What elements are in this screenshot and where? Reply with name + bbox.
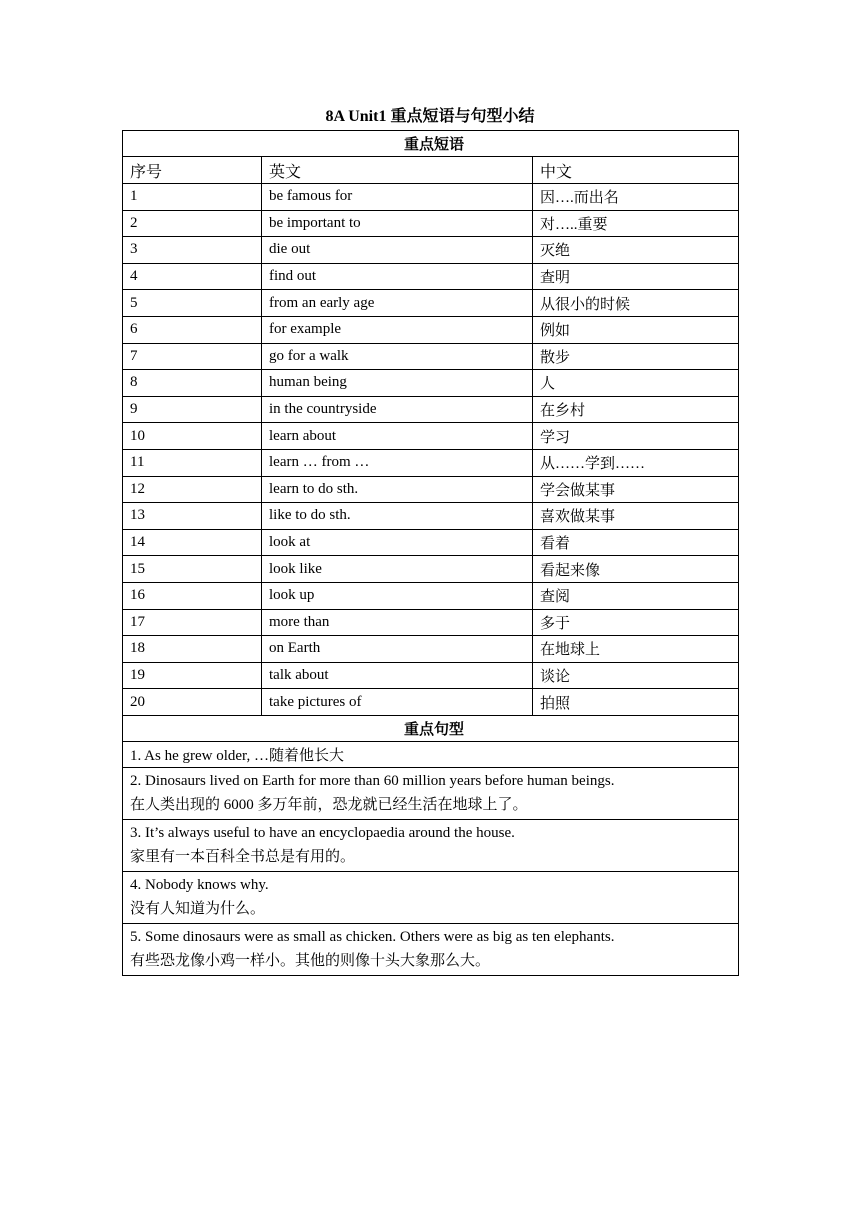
phrase-number: 11 bbox=[123, 449, 262, 476]
phrase-row bbox=[123, 316, 739, 343]
phrase-chinese: 查明 bbox=[533, 263, 739, 290]
sentence-row bbox=[123, 819, 739, 871]
column-header-number: 序号 bbox=[123, 157, 262, 184]
phrase-number: 20 bbox=[123, 689, 262, 716]
phrase-english: look up bbox=[262, 582, 533, 609]
phrase-row bbox=[123, 237, 739, 264]
phrases-heading: 重点短语 bbox=[123, 131, 739, 157]
phrase-number: 7 bbox=[123, 343, 262, 370]
phrase-number: 14 bbox=[123, 529, 262, 556]
phrase-number: 15 bbox=[123, 556, 262, 583]
phrase-number: 5 bbox=[123, 290, 262, 317]
phrase-chinese: 看起来像 bbox=[533, 556, 739, 583]
phrase-english: learn about bbox=[262, 423, 533, 450]
phrase-row bbox=[123, 210, 739, 237]
sentence-cell bbox=[123, 767, 739, 819]
phrase-english: be famous for bbox=[262, 184, 533, 211]
phrase-english: more than bbox=[262, 609, 533, 636]
sentence-row bbox=[123, 767, 739, 819]
phrase-row bbox=[123, 396, 739, 423]
phrase-row bbox=[123, 476, 739, 503]
phrase-english: find out bbox=[262, 263, 533, 290]
phrase-chinese: 学习 bbox=[533, 423, 739, 450]
sentence-chinese: 家里有一本百科全书总是有用的。 bbox=[130, 849, 356, 866]
sentence-chinese: 有些恐龙像小鸡一样小。其他的则像十头大象那么大。 bbox=[130, 953, 491, 970]
phrase-english: learn to do sth. bbox=[262, 476, 533, 503]
phrase-english: in the countryside bbox=[262, 396, 533, 423]
summary-table bbox=[122, 130, 739, 976]
sentence-cell bbox=[123, 923, 739, 975]
phrase-english: go for a walk bbox=[262, 343, 533, 370]
phrase-number: 2 bbox=[123, 210, 262, 237]
sentence-cell bbox=[123, 741, 739, 767]
sentence-cell bbox=[123, 819, 739, 871]
phrase-row bbox=[123, 343, 739, 370]
phrase-number: 12 bbox=[123, 476, 262, 503]
sentence-english: 5. Some dinosaurs were as small as chicken. Others were as big as ten elephants. bbox=[130, 929, 615, 946]
phrase-number: 3 bbox=[123, 237, 262, 264]
phrase-row bbox=[123, 609, 739, 636]
sentences-section-header bbox=[123, 715, 739, 741]
phrase-row bbox=[123, 370, 739, 397]
phrases-section-header bbox=[123, 131, 739, 157]
phrase-number: 16 bbox=[123, 582, 262, 609]
phrase-english: like to do sth. bbox=[262, 503, 533, 530]
column-header-row bbox=[123, 157, 739, 184]
phrase-number: 18 bbox=[123, 636, 262, 663]
sentence-row bbox=[123, 871, 739, 923]
phrase-row bbox=[123, 556, 739, 583]
phrase-english: learn … from … bbox=[262, 449, 533, 476]
phrase-row bbox=[123, 662, 739, 689]
phrase-row bbox=[123, 529, 739, 556]
phrase-row bbox=[123, 263, 739, 290]
phrase-chinese: 看着 bbox=[533, 529, 739, 556]
phrase-chinese: 灭绝 bbox=[533, 237, 739, 264]
phrase-row bbox=[123, 290, 739, 317]
phrase-english: talk about bbox=[262, 662, 533, 689]
phrase-row bbox=[123, 689, 739, 716]
phrase-number: 4 bbox=[123, 263, 262, 290]
phrase-row bbox=[123, 423, 739, 450]
phrase-chinese: 拍照 bbox=[533, 689, 739, 716]
phrase-chinese: 例如 bbox=[533, 316, 739, 343]
phrase-english: look at bbox=[262, 529, 533, 556]
phrase-chinese: 查阅 bbox=[533, 582, 739, 609]
sentences-heading: 重点句型 bbox=[123, 715, 739, 741]
phrase-chinese: 从……学到…… bbox=[533, 449, 739, 476]
document-title: 8A Unit1 重点短语与句型小结 bbox=[325, 108, 535, 125]
phrase-number: 17 bbox=[123, 609, 262, 636]
phrase-chinese: 谈论 bbox=[533, 662, 739, 689]
phrase-english: on Earth bbox=[262, 636, 533, 663]
phrase-number: 13 bbox=[123, 503, 262, 530]
sentence-english: 4. Nobody knows why. bbox=[130, 877, 269, 894]
phrase-row bbox=[123, 636, 739, 663]
phrase-english: be important to bbox=[262, 210, 533, 237]
column-header-chinese: 中文 bbox=[533, 157, 739, 184]
phrase-english: take pictures of bbox=[262, 689, 533, 716]
phrase-chinese: 多于 bbox=[533, 609, 739, 636]
phrase-number: 10 bbox=[123, 423, 262, 450]
phrase-row bbox=[123, 582, 739, 609]
sentence-row bbox=[123, 923, 739, 975]
phrase-number: 6 bbox=[123, 316, 262, 343]
phrase-number: 9 bbox=[123, 396, 262, 423]
phrase-english: human being bbox=[262, 370, 533, 397]
sentence-chinese: 没有人知道为什么。 bbox=[130, 901, 266, 918]
phrase-chinese: 在地球上 bbox=[533, 636, 739, 663]
phrase-english: die out bbox=[262, 237, 533, 264]
column-header-english: 英文 bbox=[262, 157, 533, 184]
phrase-chinese: 对…..重要 bbox=[533, 210, 739, 237]
phrase-chinese: 因….而出名 bbox=[533, 184, 739, 211]
phrase-chinese: 散步 bbox=[533, 343, 739, 370]
phrase-english: from an early age bbox=[262, 290, 533, 317]
phrase-chinese: 人 bbox=[533, 370, 739, 397]
phrase-chinese: 在乡村 bbox=[533, 396, 739, 423]
phrase-number: 1 bbox=[123, 184, 262, 211]
phrase-row bbox=[123, 449, 739, 476]
phrase-english: for example bbox=[262, 316, 533, 343]
phrase-chinese: 学会做某事 bbox=[533, 476, 739, 503]
phrase-chinese: 喜欢做某事 bbox=[533, 503, 739, 530]
sentence-chinese: 在人类出现的 6000 多万年前，恐龙就已经生活在地球上了。 bbox=[130, 797, 528, 814]
sentence-cell bbox=[123, 871, 739, 923]
phrase-english: look like bbox=[262, 556, 533, 583]
phrase-chinese: 从很小的时候 bbox=[533, 290, 739, 317]
phrase-number: 19 bbox=[123, 662, 262, 689]
sentence-english: 2. Dinosaurs lived on Earth for more than 60 million years before human beings. bbox=[130, 773, 615, 790]
sentence-row bbox=[123, 741, 739, 767]
phrase-row bbox=[123, 503, 739, 530]
sentence-english: 1. As he grew older, …随着他长大 bbox=[130, 747, 344, 764]
summary-table-body bbox=[123, 131, 739, 976]
phrase-number: 8 bbox=[123, 370, 262, 397]
sentence-english: 3. It’s always useful to have an encyclopaedia around the house. bbox=[130, 825, 515, 842]
phrase-row bbox=[123, 184, 739, 211]
